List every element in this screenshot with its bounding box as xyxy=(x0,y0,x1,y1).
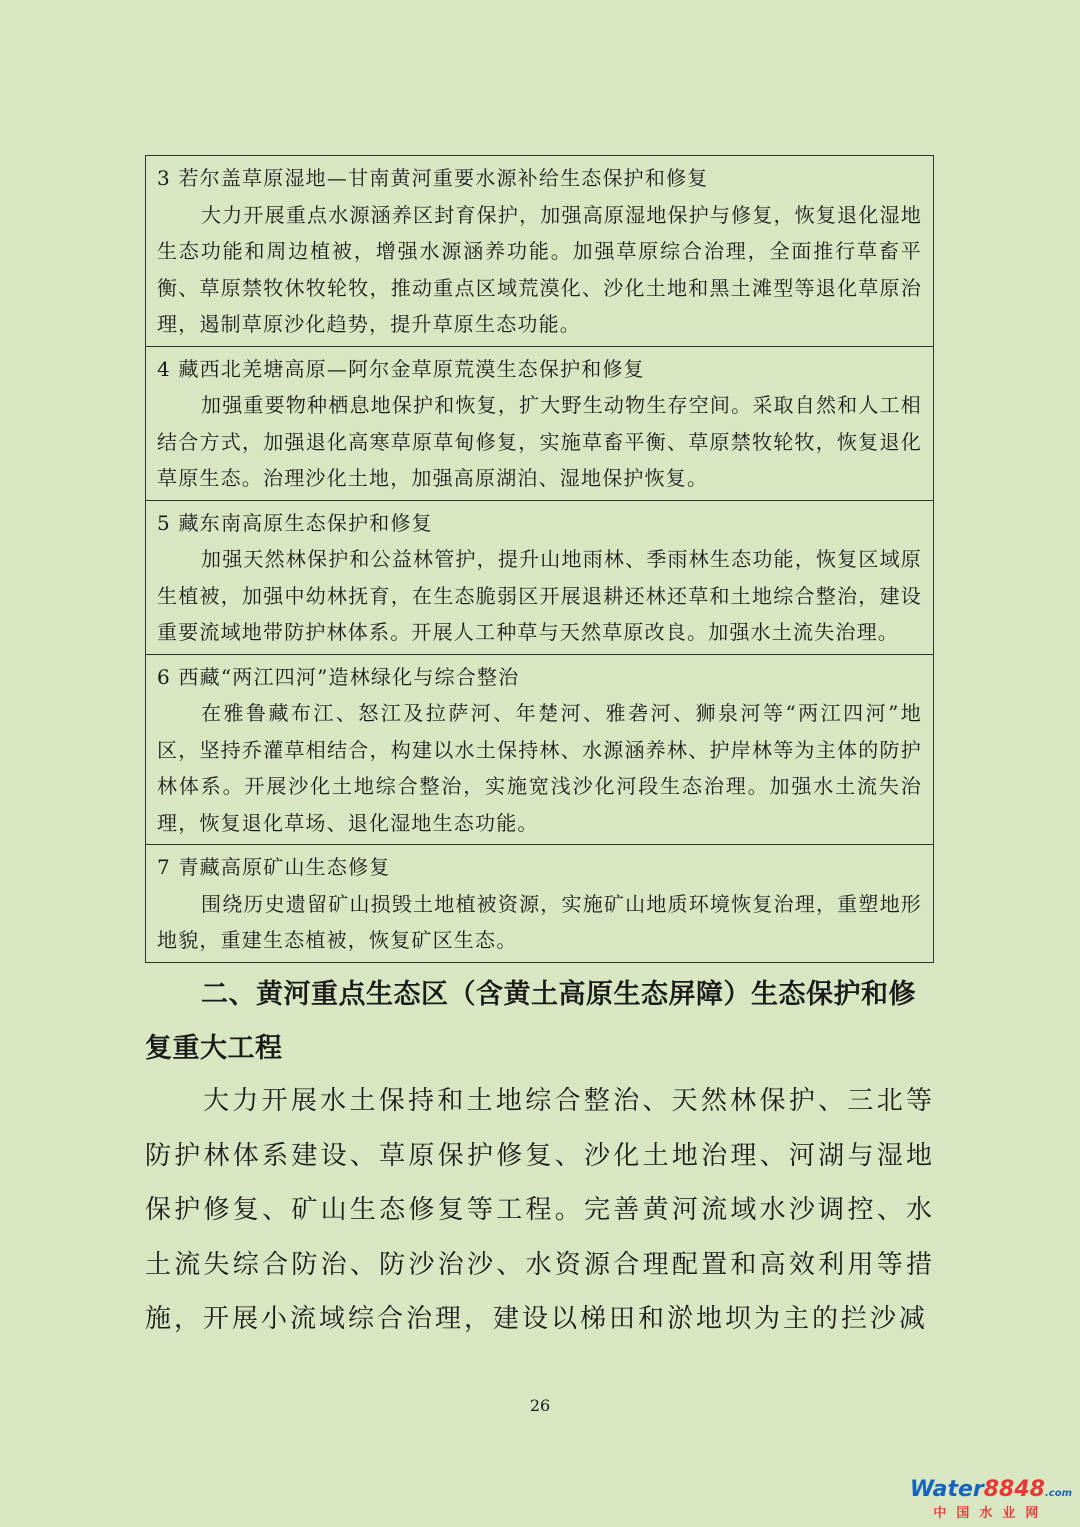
watermark-subtitle: 中国水业网 xyxy=(933,1506,1049,1521)
project-table xyxy=(145,155,934,963)
page-number: 26 xyxy=(529,1396,551,1415)
watermark-logo xyxy=(910,1478,1072,1522)
table-row xyxy=(146,844,933,962)
row-title: 4 藏西北羌塘高原—阿尔金草原荒漠生态保护和修复 xyxy=(157,356,645,381)
watermark-brand-red: 8848 xyxy=(983,1477,1045,1502)
table-row xyxy=(146,500,933,654)
body-paragraph: 大力开展水土保持和土地综合整治、天然林保护、三北等防护林体系建设、草原保护修复、沙化土地治理、河湖与湿地保护修复、矿山生态修复等工程。完善黄河流域水沙调控、水土流失综合防治、防沙治沙、水资源合理配置和高效利用等措施，开展小流域综合治理，建设以梯田和淤地坝为主的拦沙减 xyxy=(145,1086,935,1334)
row-body: 加强重要物种栖息地保护和恢复，扩大野生动物生存空间。采取自然和人工相结合方式，加强退化高寒草原草甸修复，实施草畜平衡、草原禁牧轮牧，恢复退化草原生态。治理沙化土地，加强高原湖泊、湿地保护恢复。 xyxy=(157,393,922,490)
watermark-brand xyxy=(910,1478,1072,1506)
table-row xyxy=(146,346,933,500)
table-row xyxy=(146,654,933,845)
row-body: 围绕历史遗留矿山损毁土地植被资源，实施矿山地质环境恢复治理，重塑地形地貌，重建生态植被，恢复矿区生态。 xyxy=(157,891,922,952)
watermark-brand-blue: Water xyxy=(909,1477,984,1502)
row-body: 大力开展重点水源涵养区封育保护，加强高原湿地保护与修复，恢复退化湿地生态功能和周边植被，增强水源涵养功能。加强草原综合治理，全面推行草畜平衡、草原禁牧休牧轮牧，推动重点区域荒漠化、沙化土地和黑土滩型等退化草原治理，遏制草原沙化趋势，提升草原生态功能。 xyxy=(157,202,922,336)
table-row xyxy=(146,156,933,346)
row-body: 加强天然林保护和公益林管护，提升山地雨林、季雨林生态功能，恢复区域原生植被，加强中幼林抚育，在生态脆弱区开展退耕还林还草和土地综合整治，建设重要流域地带防护林体系。开展人工种草与天然草原改良。加强水土流失治理。 xyxy=(157,547,922,644)
row-title: 6 西藏“两江四河”造林绿化与综合整治 xyxy=(157,664,520,689)
section-heading: 二、黄河重点生态区（含黄土高原生态屏障）生态保护和修复重大工程 xyxy=(145,979,916,1064)
row-title: 7 青藏高原矿山生态修复 xyxy=(157,855,391,879)
row-title: 5 藏东南高原生态保护和修复 xyxy=(157,510,433,535)
watermark-suffix: .com xyxy=(1044,1488,1072,1499)
row-body: 在雅鲁藏布江、怒江及拉萨河、年楚河、雅砻河、狮泉河等“两江四河”地区，坚持乔灌草相结合，构建以水土保持林、水源涵养林、护岸林等为主体的防护林体系。开展沙化土地综合整治，实施宽浅沙化河段生态治理。加强水土流失治理，恢复退化草场、退化湿地生态功能。 xyxy=(157,701,922,835)
row-title: 3 若尔盖草原湿地—甘南黄河重要水源补给生态保护和修复 xyxy=(157,166,709,190)
